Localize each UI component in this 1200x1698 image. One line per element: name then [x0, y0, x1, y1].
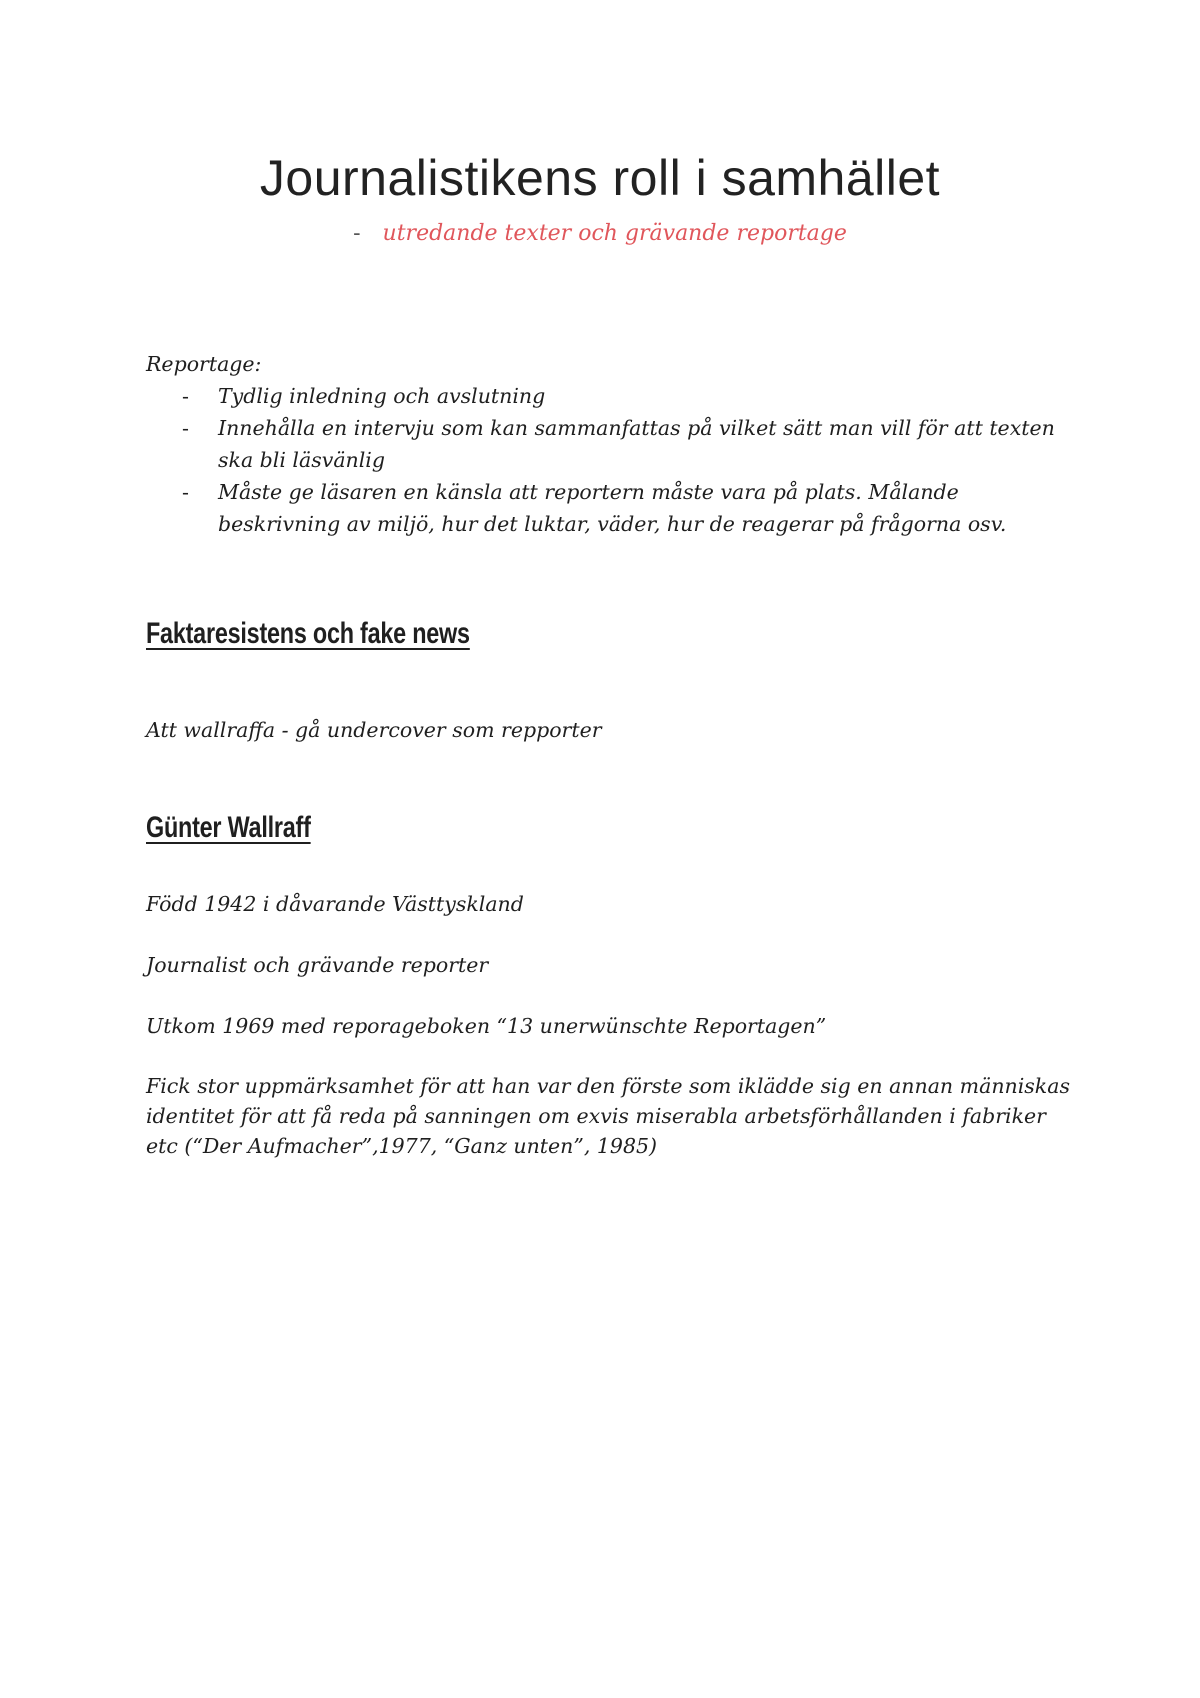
wallraffa-definition: Att wallraffa - gå undercover som repporter — [146, 718, 602, 742]
reportage-bullet-list — [146, 380, 1076, 540]
bullet-dash: - — [182, 416, 189, 440]
heading-gunter-wallraff: Günter Wallraff — [146, 811, 311, 844]
attention-paragraph: Fick stor uppmärksamhet för att han var den förste som iklädde sig en annan människas identitet för att få reda på sanningen om exvis miserabla arbetsförhållanden i fabriker etc (“Der Aufmacher”,1977, “Ganz unten”, 1985) — [146, 1074, 1070, 1158]
page-title: Journalistikens roll i samhället — [259, 150, 941, 206]
list-item — [146, 476, 1076, 540]
list-item-text: Måste ge läsaren en känsla att reportern måste vara på plats. Målande beskrivning av miljö, hur det luktar, väder, hur de reagerar på frågorna osv. — [218, 480, 1007, 536]
bullet-dash: - — [182, 384, 189, 408]
subtitle — [0, 220, 1200, 248]
subtitle-text: utredande texter och grävande reportage — [382, 221, 847, 246]
reportage-label: Reportage: — [146, 352, 262, 376]
journalist-paragraph: Journalist och grävande reporter — [146, 953, 489, 977]
list-item — [146, 380, 1076, 412]
born-paragraph: Född 1942 i dåvarande Västtyskland — [146, 892, 524, 916]
list-item-text: Tydlig inledning och avslutning — [218, 384, 546, 408]
heading-faktaresistens: Faktaresistens och fake news — [146, 617, 470, 650]
bullet-dash: - — [182, 480, 189, 504]
list-item — [146, 412, 1076, 476]
published-paragraph: Utkom 1969 med reporageboken “13 unerwünschte Reportagen” — [146, 1014, 827, 1038]
list-item-text: Innehålla en intervju som kan sammanfattas på vilket sätt man vill för att texten ska bli läsvänlig — [218, 416, 1055, 472]
subtitle-dash: - — [353, 221, 361, 246]
